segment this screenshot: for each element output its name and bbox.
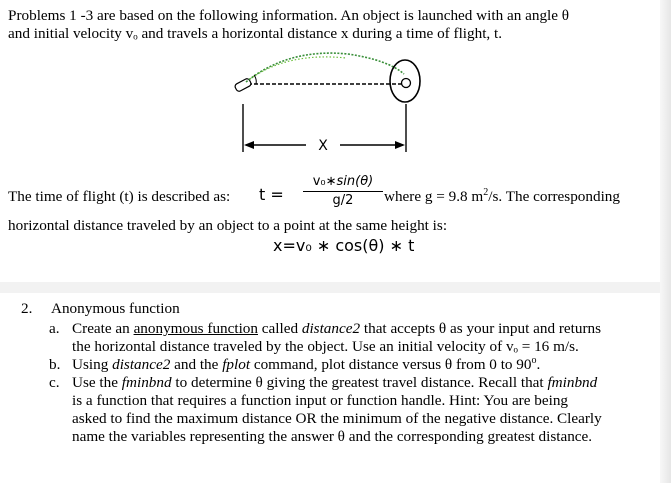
fplot-name: fplot [222,356,251,373]
gravity-where-text: where g = 9.8 $m^2/s$. The corresponding [384,186,620,205]
panel-separator [0,282,671,293]
right-edge-shadow [660,0,671,483]
target-circle [390,60,420,102]
distance2-name: distance2 [301,320,361,337]
projectile-diagram [228,38,438,156]
arrowhead-right [395,141,405,149]
flight-time-line-2: horizontal distance traveled by an object to a point at the same height is: [8,217,448,234]
item-a-line-1: Create an anonymous function called distance2 that accepts θ as your input and returns [72,320,602,337]
distance2-name: distance2 [112,356,171,373]
intro-line-2: and initial velocity vₒ and travels a horizontal distance x during a time of flight, t. [8,25,503,42]
angle-arc [254,75,256,84]
section-number: 2. [21,300,33,317]
t-equals: t = [259,185,284,204]
fminbnd-name: fminbnd [121,374,172,391]
flight-time-lead-text: The time of flight (t) is described as: [8,188,231,205]
item-c-line-1: Use the fminbnd to determine θ giving the greatest travel distance. Recall that fminbnd [72,374,598,391]
flight-time-fraction [303,175,383,208]
where-g-text: where g = 9.8 m [384,188,484,205]
item-c-line-3: asked to find the maximum distance OR the minimum of the negative distance. Clearly [72,410,602,427]
distance-label: X [318,138,328,154]
flight-time-lead [8,188,230,205]
section-title: Anonymous function [51,300,180,317]
item-b-line-1: Using distance2 and the fplot command, plot distance versus θ from 0 to 90$^o$. [72,354,541,373]
distance-equation: x=v₀ ∗ cos(θ) ∗ t [273,236,415,255]
item-c-line-2: is a function that requires a function input or function handle. Hint: You are being [72,392,569,409]
problem-2-panel [0,293,660,483]
fraction-numerator [303,175,383,189]
item-a-letter: a. [49,320,60,337]
arrowhead-left [244,141,254,149]
numerator-velocity: v₀∗ [312,174,337,189]
fraction-denominator: g/2 [332,193,354,209]
where-tail-text: /s. The corresponding [488,188,620,205]
trajectory-path [246,53,404,82]
intro-line-1: Problems 1 -3 are based on the following information. An object is launched with an angle θ [8,7,570,24]
fminbnd-name: fminbnd [547,374,598,391]
item-c-line-4: name the variables representing the answer θ and the corresponding greatest distance. [72,428,593,445]
item-c-letter: c. [49,374,60,391]
trajectory-inner [250,57,346,79]
fraction-bar [303,191,383,192]
anonymous-function-link[interactable]: anonymous function [133,320,258,337]
item-a-line-2: the horizontal distance traveled by the object. Use an initial velocity of vₒ = 16 m/s. [72,338,579,355]
item-b-letter: b. [49,356,61,373]
numerator-function: sin(θ) [336,174,374,189]
target-inner-circle [402,79,411,88]
